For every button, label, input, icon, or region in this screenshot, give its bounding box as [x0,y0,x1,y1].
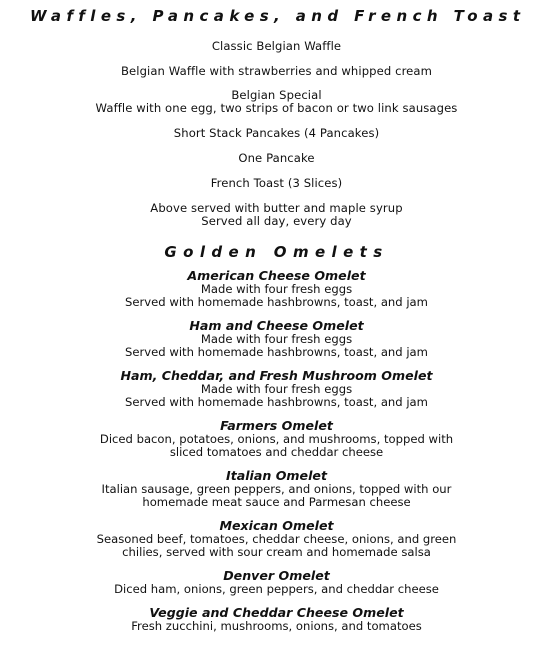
dish-name-mexican-omelet: Mexican Omelet [219,518,334,533]
dish-desc-line: Made with four fresh eggs [200,382,353,396]
section-title-omelets: Golden Omelets [164,243,389,261]
menu-item-classic-belgian-waffle: Classic Belgian Waffle [211,39,342,53]
dish-name-ham-cheddar-mushroom-omelet: Ham, Cheddar, and Fresh Mushroom Omelet [120,368,433,383]
dish-desc-line: Diced bacon, potatoes, onions, and mushrooms, topped with [99,432,454,446]
dish-desc-line: Served with homemade hashbrowns, toast, and jam [125,294,428,309]
dish-name-ham-and-cheese-omelet: Ham and Cheese Omelet [189,318,364,333]
dish-desc-line: Seasoned beef, tomatoes, cheddar cheese, onions, and green [96,532,457,546]
menu-note-butter-syrup: Above served with butter and maple syrup [150,201,403,215]
menu-note-served-all-day: Served all day, every day [201,214,352,228]
dish-name-veggie-cheddar-omelet: Veggie and Cheddar Cheese Omelet [149,605,404,620]
dish-desc-line: chilies, served with sour cream and homemade salsa [122,544,431,559]
dish-name-denver-omelet: Denver Omelet [223,568,330,583]
dish-name-american-cheese-omelet: American Cheese Omelet [187,268,366,283]
menu-item-belgian-waffle-strawberries: Belgian Waffle with strawberries and whipped cream [120,64,433,78]
dish-desc-line: homemade meat sauce and Parmesan cheese [142,494,411,509]
dish-name-farmers-omelet: Farmers Omelet [220,418,333,433]
dish-desc-line: sliced tomatoes and cheddar cheese [169,444,384,459]
section-title-waffles: Waffles, Pancakes, and French Toast [30,7,526,25]
menu-item-short-stack: Short Stack Pancakes (4 Pancakes) [173,126,380,140]
dish-desc-line: Italian sausage, green peppers, and onions, topped with our [101,482,452,496]
dish-desc-line: Made with four fresh eggs [200,332,353,346]
dish-desc-line: Made with four fresh eggs [200,282,353,296]
dish-desc-line: Diced ham, onions, green peppers, and cheddar cheese [114,582,439,596]
dish-desc-line: Served with homemade hashbrowns, toast, and jam [125,394,428,409]
dish-desc-line: Fresh zucchini, mushrooms, onions, and tomatoes [131,619,422,633]
menu-item-belgian-special: Belgian Special [231,88,322,102]
dish-desc-line: Served with homemade hashbrowns, toast, and jam [125,344,428,359]
menu-item-one-pancake: One Pancake [238,151,315,165]
menu-item-french-toast: French Toast (3 Slices) [210,176,343,190]
menu-item-belgian-special-desc: Waffle with one egg, two strips of bacon or two link sausages [95,101,458,115]
dish-name-italian-omelet: Italian Omelet [226,468,327,483]
